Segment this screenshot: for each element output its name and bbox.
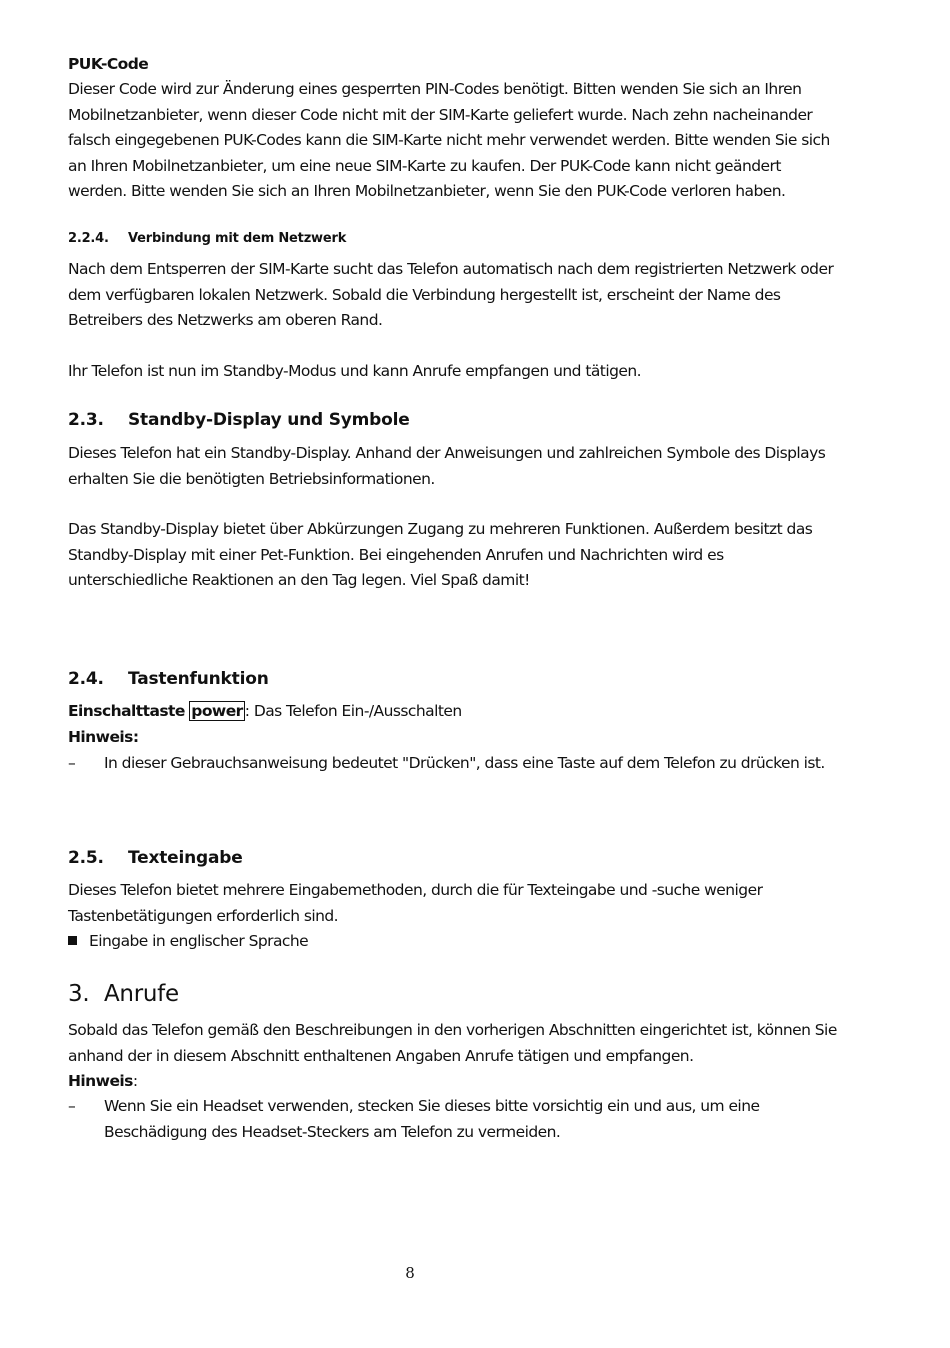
list-item (68, 1094, 838, 1145)
section-number: 2.2.4. (68, 231, 109, 246)
section-title: Verbindung mit dem Netzwerk (128, 231, 347, 246)
square-bullet-icon (68, 936, 77, 945)
section-2-5-heading (68, 848, 838, 868)
section-2-2-4-para-1: Nach dem Entsperren der SIM-Karte sucht das Telefon automatisch nach dem registrierten Netzwerk oder dem verfügbaren lokalen Netzwerk. Sobald die Verbindung hergestellt ist, erscheint der Name des Betreibers des Netzwerks am oberen Rand. (68, 260, 834, 329)
section-2-2-4-para-2: Ihr Telefon ist nun im Standby-Modus und kann Anrufe empfangen und tätigen. (68, 362, 642, 380)
section-2-3-heading (68, 410, 838, 430)
page-number: 8 (405, 1264, 415, 1282)
note-label: Hinweis: (68, 728, 139, 746)
chapter-3-heading (68, 981, 838, 1007)
puk-body: Dieser Code wird zur Änderung eines gesperrten PIN-Codes benötigt. Bitten wenden Sie sich an Ihren Mobilnetzanbieter, wenn dieser Code nicht mit der SIM-Karte geliefert wurde. Nach zehn nacheinander falsch eingegebenen PUK-Codes kann die SIM-Karte nicht mehr verwendet werden. Bitte wenden Sie sich an Ihren Mobilnetzanbieter, um eine neue SIM-Karte zu kaufen. Der PUK-Code kann nicht geändert werden. Bitte wenden Sie sich an Ihren Mobilnetzanbieter, wenn Sie den PUK-Code verloren haben. (68, 80, 830, 200)
chapter-3-para-1: Sobald das Telefon gemäß den Beschreibungen in den vorherigen Abschnitten eingerichtet ist, können Sie anhand der in diesem Abschnitt enthaltenen Angaben Anrufe tätigen und empfangen. (68, 1021, 837, 1065)
key-label: Einschalttaste (68, 702, 185, 720)
puk-title: PUK-Code (68, 55, 149, 73)
chapter-number: 3. (68, 981, 90, 1007)
section-title: Standby-Display und Symbole (128, 410, 410, 430)
key-description: : Das Telefon Ein-/Ausschalten (244, 702, 462, 720)
list-item (68, 751, 838, 777)
section-number: 2.3. (68, 410, 104, 430)
list-item-text: Wenn Sie ein Headset verwenden, stecken Sie dieses bitte vorsichtig ein und aus, um eine Beschädigung des Headset-Steckers am Telefon zu vermeiden. (104, 1097, 760, 1141)
bullet-item-text: Eingabe in englischer Sprache (89, 932, 309, 950)
section-title: Texteingabe (128, 848, 243, 868)
chapter-title: Anrufe (104, 981, 179, 1007)
dash-marker: – (68, 1097, 76, 1115)
power-key-line (68, 699, 838, 725)
section-title: Tastenfunktion (128, 669, 269, 689)
dash-marker: – (68, 754, 76, 772)
note-line (68, 1069, 838, 1095)
note-colon: : (132, 1072, 138, 1090)
power-key-name: power (191, 702, 243, 720)
section-2-4-heading (68, 669, 838, 689)
section-2-2-4-heading (68, 231, 838, 246)
bullet-item (68, 929, 838, 955)
section-number: 2.5. (68, 848, 104, 868)
section-2-3-para-1: Dieses Telefon hat ein Standby-Display. Anhand der Anweisungen und zahlreichen Symbole des Displays erhalten Sie die benötigten Betriebsinformationen. (68, 444, 826, 488)
list-item-text: In dieser Gebrauchsanweisung bedeutet "Drücken", dass eine Taste auf dem Telefon zu drücken ist. (104, 754, 825, 772)
note-label: Hinweis (68, 1072, 133, 1090)
section-number: 2.4. (68, 669, 104, 689)
section-2-5-para-1: Dieses Telefon bietet mehrere Eingabemethoden, durch die für Texteingabe und -suche weniger Tastenbetätigungen erforderlich sind. (68, 881, 763, 925)
section-2-3-para-2: Das Standby-Display bietet über Abkürzungen Zugang zu mehreren Funktionen. Außerdem besitzt das Standby-Display mit einer Pet-Funktion. Bei eingehenden Anrufen und Nachrichten wird es unterschiedliche Reaktionen an den Tag legen. Viel Spaß damit! (68, 520, 813, 589)
